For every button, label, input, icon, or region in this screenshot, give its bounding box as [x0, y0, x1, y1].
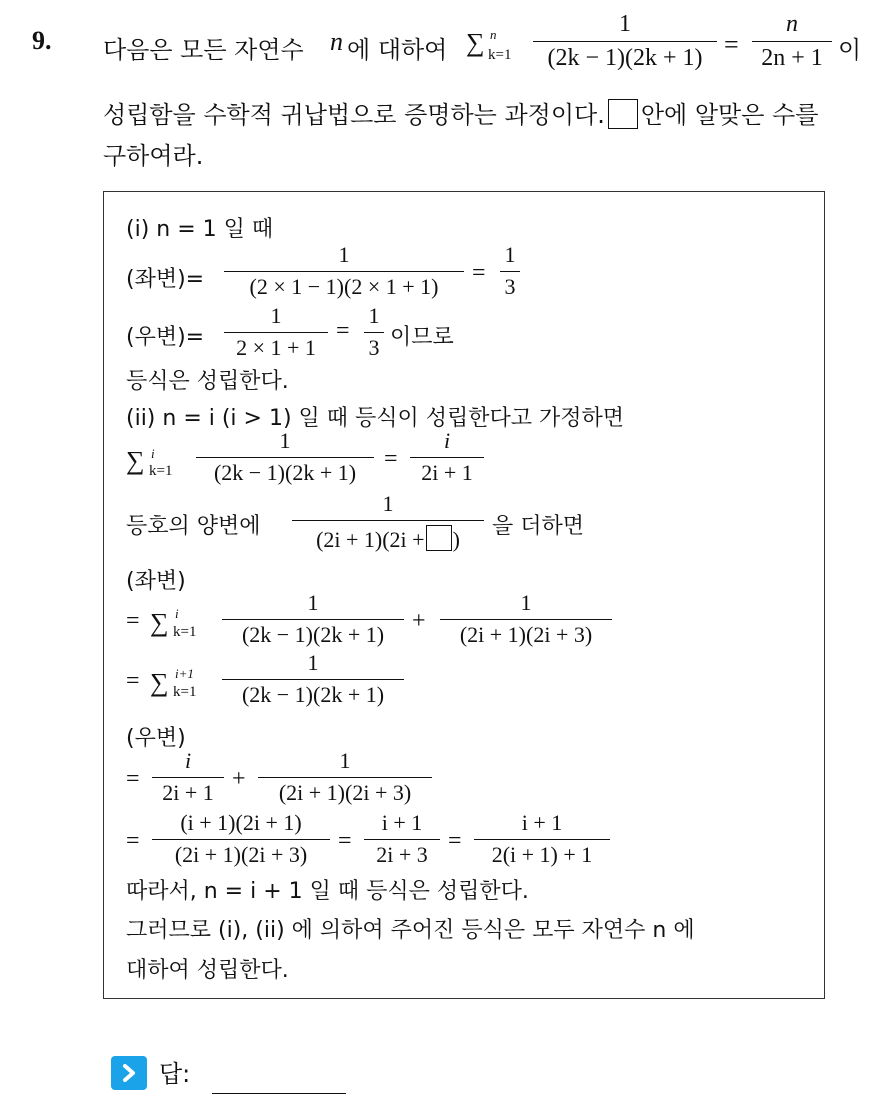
question-number: 9.: [32, 26, 52, 55]
proof-l1-fraction: [222, 592, 404, 646]
proof-r1-den2: (2i + 1)(2i + 3): [278, 780, 412, 805]
problem-line2-before: 성립함을 수학적 귀납법으로 증명하는 과정이다.: [103, 101, 605, 129]
problem-line2: [103, 95, 818, 130]
proof-lhs1-result: [500, 244, 520, 298]
proof-lhs1-den: (2 × 1 − 1)(2 × 1 + 1): [249, 274, 439, 299]
problem-sum-sup: n: [490, 27, 497, 42]
proof-case2: (ii) n = i (i > 1) 일 때 등식이 성립한다고 가정하면: [126, 406, 625, 431]
proof-therefore: 따라서, n = i + 1 일 때 등식은 성립한다.: [126, 879, 529, 904]
answer-label: 답:: [159, 1060, 191, 1088]
proof-l2-fraction: [222, 652, 404, 706]
proof-rhs-label: (우변)=: [126, 325, 205, 350]
proof-r2-num3: i + 1: [521, 810, 563, 835]
proof-rhs1-den: 2 × 1 + 1: [236, 335, 316, 360]
proof-hyp-sup: i: [151, 446, 155, 461]
proof-r1-fraction: [152, 750, 224, 804]
proof-lhs1-num: 1: [338, 242, 350, 267]
proof-r2-den3: 2(i + 1) + 1: [491, 842, 593, 867]
proof-add-suffix: 을 더하면: [492, 514, 585, 539]
proof-r2-num2: i + 1: [381, 810, 423, 835]
proof-r2-eq3: =: [448, 828, 462, 854]
problem-line2-after: 안에 알맞은 수를: [640, 101, 819, 129]
proof-l1-num: 1: [307, 590, 319, 615]
proof-r1-num: i: [184, 748, 192, 773]
problem-sigma: ∑: [466, 28, 485, 57]
proof-r2-den: (2i + 1)(2i + 3): [174, 842, 308, 867]
proof-r2-fraction2: [364, 812, 440, 866]
proof-l1-sub: k=1: [173, 624, 197, 640]
answer-input-line[interactable]: [212, 1093, 346, 1094]
proof-lhs-head: (좌변): [126, 569, 186, 594]
proof-hyp-eq: =: [384, 446, 398, 472]
proof-r1-plus: +: [232, 766, 246, 792]
proof-rhs1-result: [364, 305, 384, 359]
proof-r1-eq: =: [126, 766, 140, 792]
proof-l2-sigma: ∑: [150, 668, 169, 697]
proof-hyp-sub: k=1: [149, 463, 173, 479]
proof-rhs1-eq: =: [336, 318, 350, 344]
proof-l1-eq: =: [126, 608, 140, 634]
proof-hyp-num: 1: [279, 428, 291, 453]
proof-add-prefix: 등호의 양변에: [126, 514, 261, 539]
proof-l1-den2: (2i + 1)(2i + 3): [459, 622, 593, 647]
proof-add-fraction: [292, 493, 484, 551]
proof-l1-num2: 1: [520, 590, 532, 615]
proof-l1-sigma: ∑: [150, 608, 169, 637]
proof-rhs1-num: 1: [270, 303, 282, 328]
proof-rhs1-suffix: 이므로: [390, 325, 454, 350]
problem-suffix: 이: [838, 36, 862, 64]
proof-hyp-sigma: ∑: [126, 446, 145, 475]
proof-hyp-rden: 2i + 1: [421, 460, 473, 485]
proof-add-den: [292, 525, 484, 551]
proof-rhs1-fraction: [224, 305, 328, 359]
problem-lhs-num: 1: [619, 11, 631, 37]
answer-blank-box: [608, 99, 638, 129]
proof-holds1: 등식은 성립한다.: [126, 369, 289, 394]
proof-l2-sub: k=1: [173, 684, 197, 700]
proof-r1-den: 2i + 1: [162, 780, 214, 805]
proof-lhs1-res-den: 3: [504, 274, 516, 299]
problem-rhs-fraction: [752, 12, 832, 70]
proof-hyp-den: (2k − 1)(2k + 1): [213, 460, 357, 485]
proof-l1-sup: i: [175, 606, 179, 621]
problem-for-text: 에 대하여: [347, 36, 448, 64]
proof-r2-fraction: [152, 812, 330, 866]
proof-hyp-rfraction: [410, 430, 484, 484]
proof-l2-eq: =: [126, 668, 140, 694]
proof-lhs1-res-num: 1: [504, 242, 516, 267]
proof-r2-fraction3: [474, 812, 610, 866]
problem-intro: 다음은 모든 자연수: [103, 36, 304, 64]
proof-conclusion2: 대하여 성립한다.: [126, 958, 289, 983]
proof-lhs1-fraction: [224, 244, 464, 298]
problem-rhs-num: n: [786, 11, 798, 37]
proof-l1-plus: +: [412, 608, 426, 634]
proof-add-num: 1: [382, 491, 394, 516]
proof-blank-box: [426, 525, 452, 551]
proof-lhs-label: (좌변)=: [126, 267, 205, 292]
proof-r2-num: (i + 1)(2i + 1): [180, 810, 302, 835]
problem-rhs-den: 2n + 1: [761, 45, 823, 71]
problem-line3: 구하여라.: [103, 142, 204, 170]
proof-case1: (i) n = 1 일 때: [126, 217, 274, 242]
proof-l2-num: 1: [307, 650, 319, 675]
proof-r2-eq2: =: [338, 828, 352, 854]
problem-sum-sub: k=1: [488, 47, 512, 63]
proof-r1-num2: 1: [339, 748, 351, 773]
proof-lhs1-eq: =: [472, 260, 486, 286]
proof-hyp-rnum: i: [443, 428, 451, 453]
proof-hyp-fraction: [196, 430, 374, 484]
proof-conclusion1: 그러므로 (i), (ii) 에 의하여 주어진 등식은 모두 자연수 n 에: [126, 918, 695, 943]
chevron-right-icon: [111, 1056, 147, 1090]
problem-lhs-fraction: [533, 12, 717, 70]
problem-equals: =: [724, 30, 739, 59]
proof-rhs1-res-num: 1: [368, 303, 380, 328]
problem-var-n: n: [330, 27, 343, 56]
proof-r1-fraction2: [258, 750, 432, 804]
proof-l2-sup: i+1: [175, 666, 194, 681]
proof-add-den-close: ): [452, 527, 460, 552]
proof-rhs1-res-den: 3: [368, 335, 380, 360]
proof-rhs-head: (우변): [126, 726, 186, 751]
proof-l1-den: (2k − 1)(2k + 1): [241, 622, 385, 647]
proof-add-den-text: (2i + 1)(2i +: [316, 527, 425, 552]
proof-l1-fraction2: [440, 592, 612, 646]
problem-lhs-den: (2k − 1)(2k + 1): [547, 45, 703, 71]
proof-l2-den: (2k − 1)(2k + 1): [241, 682, 385, 707]
proof-r2-den2: 2i + 3: [376, 842, 428, 867]
proof-r2-eq: =: [126, 828, 140, 854]
